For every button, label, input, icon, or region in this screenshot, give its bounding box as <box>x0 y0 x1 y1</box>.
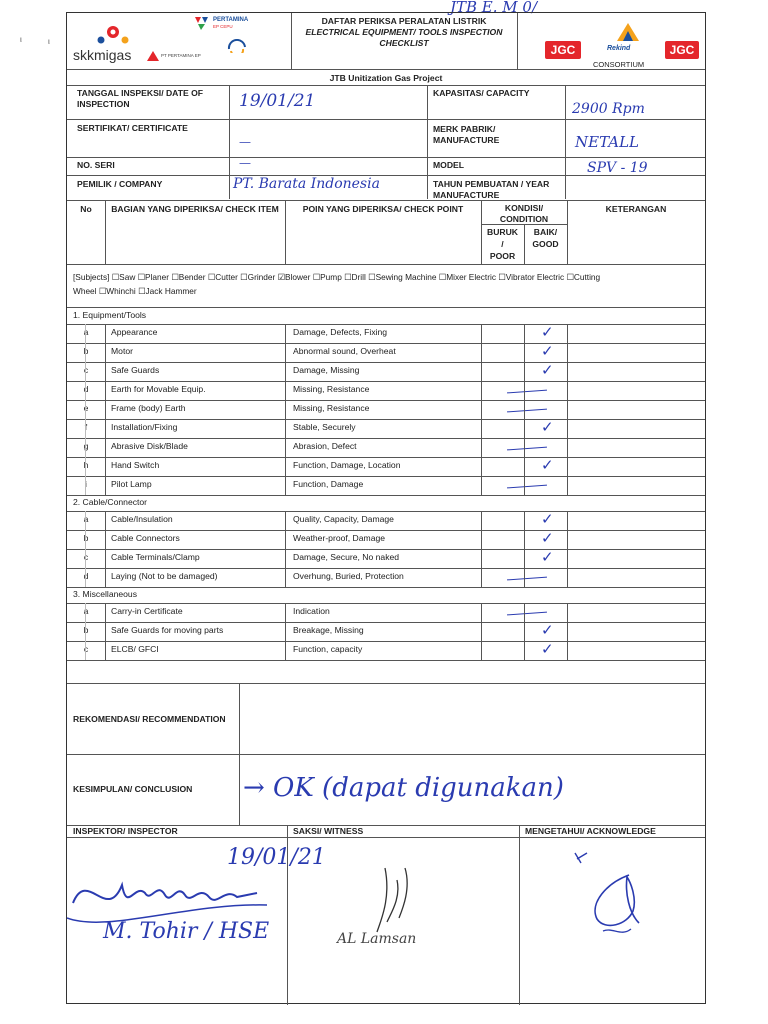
good-checkmark-icon: ✓ <box>541 640 554 658</box>
row-check-point: Missing, Resistance <box>293 403 370 413</box>
col-condition-2: CONDITION <box>499 214 549 224</box>
inspector-label: INSPEKTOR/ INSPECTOR <box>73 826 178 836</box>
row-no: e <box>83 403 89 413</box>
model-label: MODEL <box>433 160 465 170</box>
row-no: h <box>83 460 89 470</box>
capacity-value: 2900 Rpm <box>572 101 645 117</box>
col-no: No <box>80 204 92 214</box>
pertamina-ep-wordmark: PT PERTAMINA EP <box>161 53 201 58</box>
pertamina-ep-mark-icon <box>147 51 159 63</box>
row-check-point: Damage, Secure, No naked <box>293 552 400 562</box>
pertamina-mark-icon <box>195 17 211 31</box>
serial-value: — <box>239 156 251 170</box>
witness-name: AL Lamsan <box>337 931 417 947</box>
row-check-item: Carry-in Certificate <box>111 606 183 616</box>
row-check-item: Motor <box>111 346 133 356</box>
col-good-2: GOOD <box>532 239 559 249</box>
date-value: 19/01/21 <box>239 91 316 111</box>
row-check-item: Hand Switch <box>111 460 160 470</box>
section-title: 1. Equipment/Tools <box>73 310 147 320</box>
row-check-item: ELCB/ GFCI <box>111 644 159 654</box>
col-check-item: BAGIAN YANG DIPERIKSA/ CHECK ITEM <box>111 204 279 214</box>
skkmigas-logo <box>73 19 193 69</box>
section-title: 2. Cable/Connector <box>73 497 148 507</box>
row-no: a <box>83 327 89 337</box>
acknowledge-signature-icon <box>567 833 687 943</box>
rekind-wordmark: Rekind <box>607 45 631 52</box>
not-applicable-dash-icon <box>507 447 547 451</box>
row-check-point: Abrasion, Defect <box>293 441 357 451</box>
row-no: f <box>84 422 88 432</box>
certificate-value: — <box>239 135 251 149</box>
row-check-item: Earth for Movable Equip. <box>111 384 206 394</box>
cepu-emblem-icon <box>227 39 247 53</box>
handwritten-top-note: JTB E. M 0/ <box>450 0 538 16</box>
year-label-1: TAHUN PEMBUATAN / YEAR <box>433 179 550 189</box>
recommendation-label: REKOMENDASI/ RECOMMENDATION <box>73 714 226 724</box>
row-check-item: Cable Connectors <box>111 533 180 543</box>
pertamina-sub: EP CEPU <box>213 24 233 29</box>
row-no: d <box>83 384 89 394</box>
row-no: b <box>83 533 89 543</box>
row-no: i <box>85 479 87 489</box>
row-check-point: Damage, Missing <box>293 365 360 375</box>
good-checkmark-icon: ✓ <box>541 529 554 547</box>
pertamina-wordmark: PERTAMINA <box>213 17 249 23</box>
subjects-line-2: Wheel ☐Whinchi ☐Jack Hammer <box>73 286 197 296</box>
form-title-en-1: ELECTRICAL EQUIPMENT/ TOOLS INSPECTION <box>305 27 503 37</box>
form-title-id: DAFTAR PERIKSA PERALATAN LISTRIK <box>321 16 487 26</box>
not-applicable-dash-icon <box>507 577 547 581</box>
capacity-label: KAPASITAS/ CAPACITY <box>433 88 530 98</box>
row-check-point: Indication <box>293 606 330 616</box>
row-check-item: Appearance <box>111 327 158 337</box>
company-label: PEMILIK / COMPANY <box>77 179 163 189</box>
good-checkmark-icon: ✓ <box>541 323 554 341</box>
row-check-item: Frame (body) Earth <box>111 403 186 413</box>
row-check-item: Pilot Lamp <box>111 479 152 489</box>
inspector-date: 19/01/21 <box>227 845 326 870</box>
acknowledge-label: MENGETAHUI/ ACKNOWLEDGE <box>525 826 656 836</box>
conclusion-label: KESIMPULAN/ CONCLUSION <box>73 784 193 794</box>
checklist-form <box>66 12 706 1004</box>
not-applicable-dash-icon <box>507 390 547 394</box>
brand-value: NETALL <box>575 133 640 151</box>
conclusion-value: → OK (dapat digunakan) <box>243 773 564 803</box>
certificate-label: SERTIFIKAT/ CERTIFICATE <box>77 123 188 133</box>
jgc-logo-right: JGC <box>665 41 699 59</box>
good-checkmark-icon: ✓ <box>541 621 554 639</box>
row-check-item: Cable/Insulation <box>111 514 173 524</box>
row-check-point: Abnormal sound, Overheat <box>293 346 396 356</box>
good-checkmark-icon: ✓ <box>541 456 554 474</box>
row-check-item: Cable Terminals/Clamp <box>111 552 200 562</box>
jgc-logo-left: JGC <box>545 41 581 59</box>
col-good-1: BAIK/ <box>533 227 558 237</box>
row-check-point: Damage, Defects, Fixing <box>293 327 388 337</box>
row-no: g <box>83 441 89 451</box>
subjects-line-1: [Subjects] ☐Saw ☐Planer ☐Bender ☐Cutter ☐Grinder ☑Blower ☐Pump ☐Drill ☐Sewing Machine ☐Mixer Electric ☐Vibrator Electric ☐Cutting <box>73 272 601 282</box>
consortium-label: CONSORTIUM <box>593 60 645 69</box>
row-no: a <box>83 514 89 524</box>
row-no: c <box>83 552 89 562</box>
row-no: c <box>83 644 89 654</box>
row-no: d <box>83 571 89 581</box>
row-check-point: Missing, Resistance <box>293 384 370 394</box>
col-poor-1: BURUK <box>486 227 519 237</box>
brand-label-2: MANUFACTURE <box>433 135 500 145</box>
rekind-mark-icon <box>617 23 639 41</box>
row-check-point: Function, capacity <box>293 644 363 654</box>
row-check-item: Installation/Fixing <box>111 422 178 432</box>
brand-label-1: MERK PABRIK/ <box>433 124 496 134</box>
witness-signature-icon <box>357 858 477 938</box>
row-no: c <box>83 365 89 375</box>
row-check-point: Stable, Securely <box>293 422 356 432</box>
date-label-1: TANGGAL INSPEKSI/ DATE OF <box>77 88 204 98</box>
row-no: b <box>83 346 89 356</box>
col-remarks: KETERANGAN <box>605 204 667 214</box>
col-condition-1: KONDISI/ <box>504 203 544 213</box>
good-checkmark-icon: ✓ <box>541 361 554 379</box>
project-title: JTB Unitization Gas Project <box>329 73 443 83</box>
col-poor-2: / <box>501 239 504 249</box>
col-check-point: POIN YANG DIPERIKSA/ CHECK POINT <box>302 204 464 214</box>
inspector-name: M. Tohir / HSE <box>103 919 270 944</box>
row-check-point: Function, Damage <box>293 479 364 489</box>
date-label-2: INSPECTION <box>77 99 130 109</box>
witness-label: SAKSI/ WITNESS <box>293 826 364 836</box>
row-check-point: Weather-proof, Damage <box>293 533 386 543</box>
row-check-item: Safe Guards for moving parts <box>111 625 224 635</box>
not-applicable-dash-icon <box>507 409 547 413</box>
row-check-point: Overhung, Buried, Protection <box>293 571 404 581</box>
row-no: b <box>83 625 89 635</box>
row-check-point: Quality, Capacity, Damage <box>293 514 394 524</box>
row-check-item: Laying (Not to be damaged) <box>111 571 218 581</box>
skkmigas-wordmark: skkmigas <box>73 47 132 63</box>
model-value: SPV - 19 <box>587 160 648 176</box>
row-no: a <box>83 606 89 616</box>
not-applicable-dash-icon <box>507 612 547 616</box>
row-check-item: Abrasive Disk/Blade <box>111 441 188 451</box>
pertamina-logo <box>161 17 291 61</box>
good-checkmark-icon: ✓ <box>541 510 554 528</box>
year-label-2: MANUFACTURE <box>433 190 500 200</box>
row-check-point: Breakage, Missing <box>293 625 364 635</box>
col-poor-3: POOR <box>489 251 516 261</box>
good-checkmark-icon: ✓ <box>541 548 554 566</box>
serial-label: NO. SERI <box>77 160 115 170</box>
good-checkmark-icon: ✓ <box>541 342 554 360</box>
not-applicable-dash-icon <box>507 485 547 489</box>
good-checkmark-icon: ✓ <box>541 418 554 436</box>
row-check-item: Safe Guards <box>111 365 160 375</box>
section-title: 3. Miscellaneous <box>73 589 138 599</box>
row-check-point: Function, Damage, Location <box>293 460 401 470</box>
company-value: PT. Barata Indonesia <box>233 176 380 192</box>
form-title-en-2: CHECKLIST <box>379 38 429 48</box>
